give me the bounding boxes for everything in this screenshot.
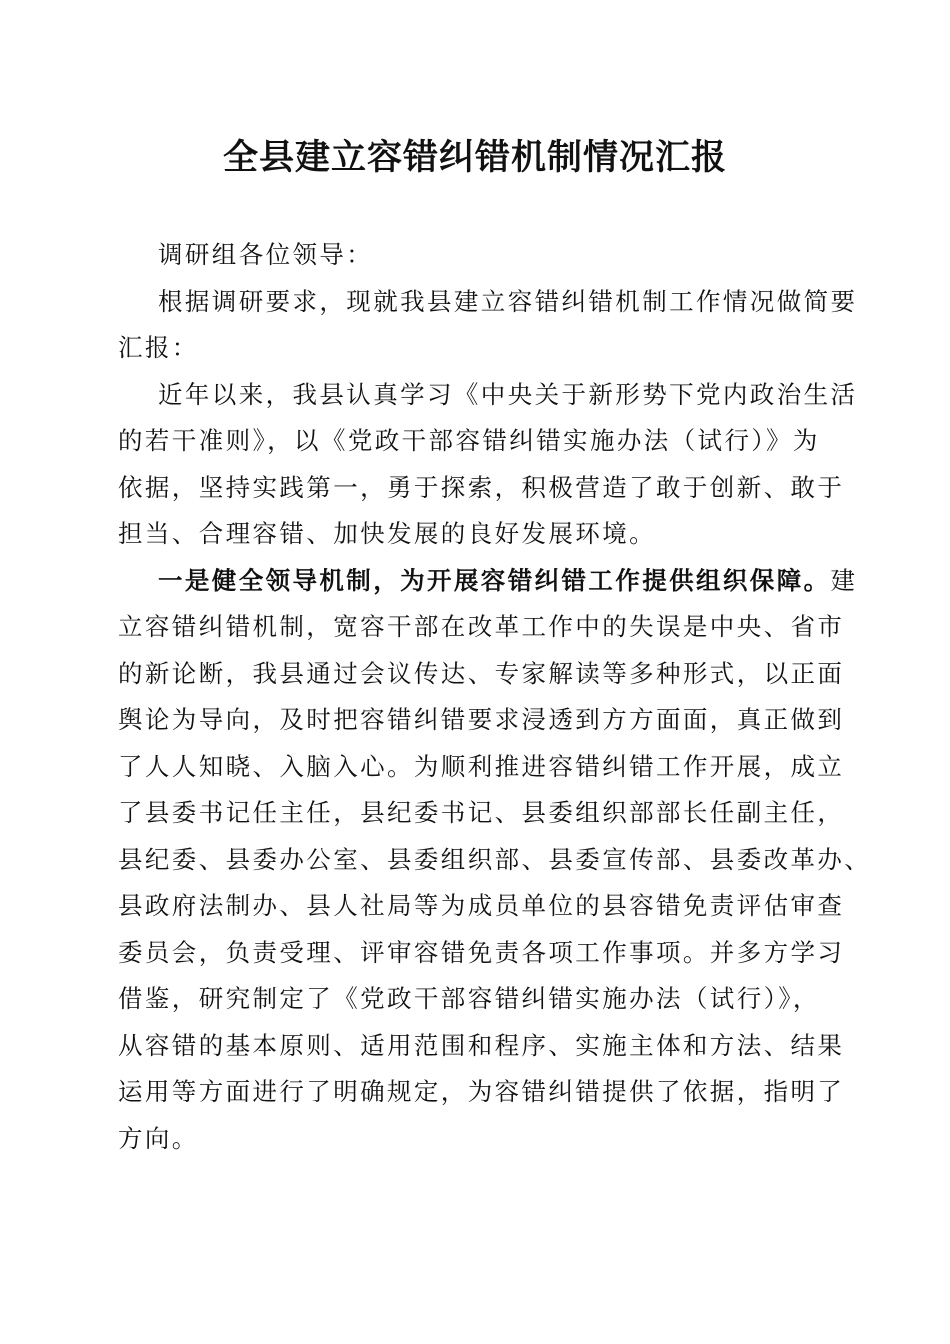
paragraph-line: 借鉴，研究制定了《党政干部容错纠错实施办法（试行）》， (118, 984, 820, 1013)
paragraph-line: 的若干准则》，以《党政干部容错纠错实施办法（试行）》为 (118, 426, 820, 455)
document-title: 全县建立容错纠错机制情况汇报 (222, 137, 727, 178)
document-body (118, 232, 872, 1162)
paragraph-line: 的新论断，我县通过会议传达、专家解读等多种形式，以正面 (118, 658, 845, 688)
section-heading-line (118, 558, 858, 605)
paragraph-line: 舆论为导向，及时把容错纠错要求浸透到方方面面，真正做到 (118, 705, 845, 734)
section-heading-continuation: 建 (830, 565, 858, 595)
paragraph-line: 依据，坚持实践第一，勇于探索，积极营造了敢于创新、敢于 (118, 472, 845, 502)
section-heading: 一是健全领导机制，为开展容错纠错工作提供组织保障。 (158, 565, 831, 595)
paragraph-line: 立容错纠错机制，宽容干部在改革工作中的失误是中央、省市 (118, 612, 845, 641)
salutation-line: 调研组各位领导： (158, 240, 374, 269)
paragraph-line: 方向。 (118, 1123, 199, 1153)
paragraph-line: 担当、合理容错、加快发展的良好发展环境。 (118, 519, 656, 548)
paragraph-line: 近年以来，我县认真学习《中央关于新形势下党内政治生活 (158, 379, 858, 409)
paragraph-line: 运用等方面进行了明确规定，为容错纠错提供了依据，指明了 (118, 1077, 845, 1106)
paragraph-line: 根据调研要求，现就我县建立容错纠错机制工作情况做简要 (158, 286, 858, 316)
paragraph-line: 县纪委、县委办公室、县委组织部、县委宣传部、县委改革办、 (118, 844, 872, 874)
paragraph-line: 县政府法制办、县人社局等为成员单位的县容错免责评估审查 (118, 891, 845, 920)
paragraph-line: 委员会，负责受理、评审容错免责各项工作事项。并多方学习 (118, 937, 845, 967)
paragraph-line: 汇报： (118, 333, 199, 362)
paragraph-line: 了人人知晓、入脑入心。为顺利推进容错纠错工作开展，成立 (118, 751, 845, 781)
paragraph-line: 从容错的基本原则、适用范围和程序、实施主体和方法、结果 (118, 1030, 845, 1060)
paragraph-line: 了县委书记任主任，县纪委书记、县委组织部部长任副主任， (118, 798, 845, 827)
